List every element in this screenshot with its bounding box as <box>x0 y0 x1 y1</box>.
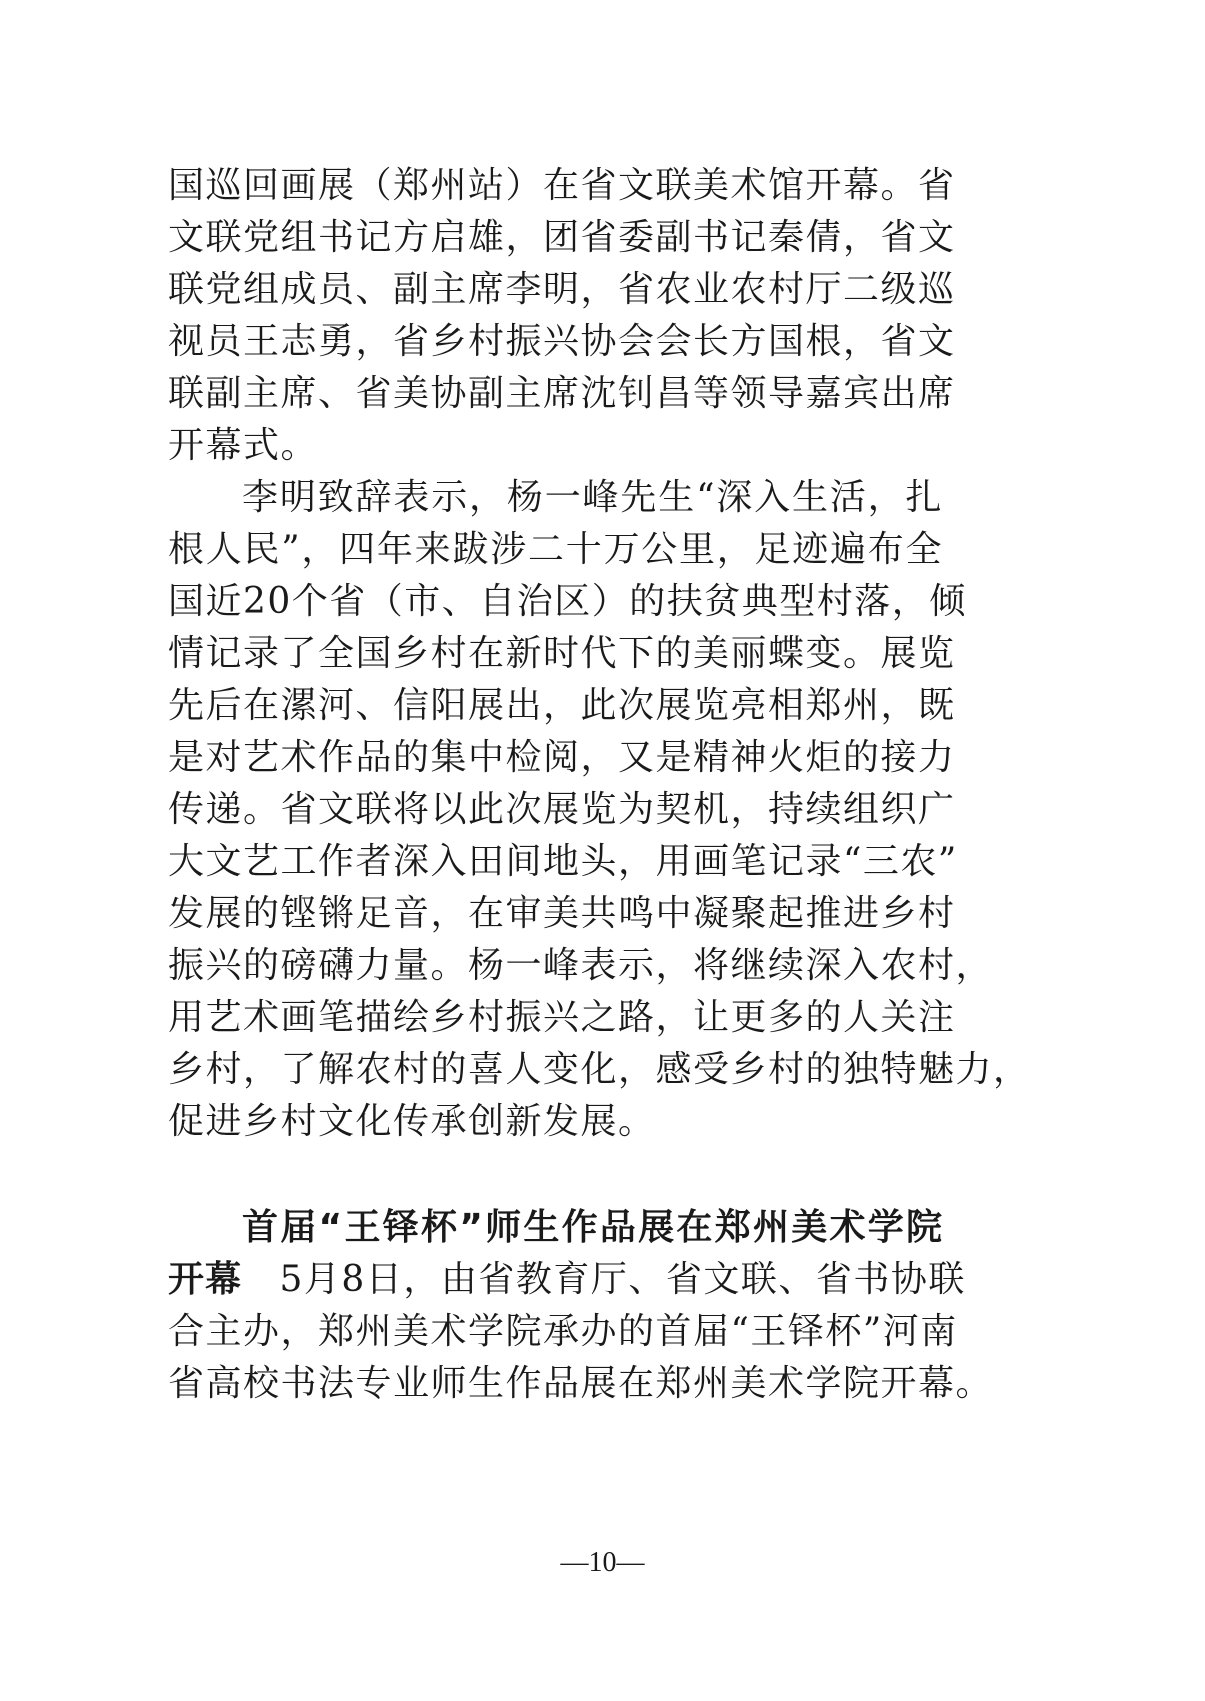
text-line: 根人民”，四年来跋涉二十万公里，足迹遍布全 <box>168 529 943 570</box>
text-line: 乡村，了解农村的喜人变化，感受乡村的独特魅力， <box>168 1049 1031 1090</box>
paragraph-wangduo-cup <box>168 1202 994 1410</box>
text-line: 开幕式。 <box>168 425 319 466</box>
paragraph-speech <box>168 472 1031 1148</box>
text-line <box>168 1254 966 1306</box>
section-heading: 首届“王铎杯”师生作品展在郑州美术学院 <box>242 1207 943 1248</box>
text-line: 振兴的磅礴力量。杨一峰表示，将继续深入农村， <box>168 945 994 986</box>
text-line: 视员王志勇，省乡村振兴协会会长方国根，省文 <box>168 321 956 362</box>
text-line: 国巡回画展（郑州站）在省文联美术馆开幕。省 <box>168 165 956 206</box>
text-line-rest: 5月8日，由省教育厅、省文联、省书协联 <box>242 1259 966 1300</box>
text-line: 联副主席、省美协副主席沈钊昌等领导嘉宾出席 <box>168 373 956 414</box>
text-line: 是对艺术作品的集中检阅，又是精神火炬的接力 <box>168 737 956 778</box>
paragraph-exhibition-opening <box>168 160 956 472</box>
text-line: 大文艺工作者深入田间地头，用画笔记录“三农” <box>168 841 958 882</box>
text-line: 传递。省文联将以此次展览为契机，持续组织广 <box>168 789 956 830</box>
text-line: 情记录了全国乡村在新时代下的美丽蝶变。展览 <box>168 633 956 674</box>
text-line: 促进乡村文化传承创新发展。 <box>168 1101 656 1142</box>
text-line: 合主办，郑州美术学院承办的首届“王铎杯”河南 <box>168 1311 958 1352</box>
text-line: 联党组成员、副主席李明，省农业农村厅二级巡 <box>168 269 956 310</box>
text-line: 国近20个省（市、自治区）的扶贫典型村落，倾 <box>168 581 967 622</box>
text-line: 省高校书法专业师生作品展在郑州美术学院开幕。 <box>168 1363 994 1404</box>
text-line: 李明致辞表示，杨一峰先生“深入生活，扎 <box>242 477 943 518</box>
text-line: 用艺术画笔描绘乡村振兴之路，让更多的人关注 <box>168 997 956 1038</box>
page-number: —10— <box>560 1547 645 1578</box>
text-line: 先后在漯河、信阳展出，此次展览亮相郑州，既 <box>168 685 956 726</box>
text-line: 发展的铿锵足音，在审美共鸣中凝聚起推进乡村 <box>168 893 956 934</box>
section-heading-continued: 开幕 <box>168 1259 243 1300</box>
text-line: 文联党组书记方启雄，团省委副书记秦倩，省文 <box>168 217 956 258</box>
